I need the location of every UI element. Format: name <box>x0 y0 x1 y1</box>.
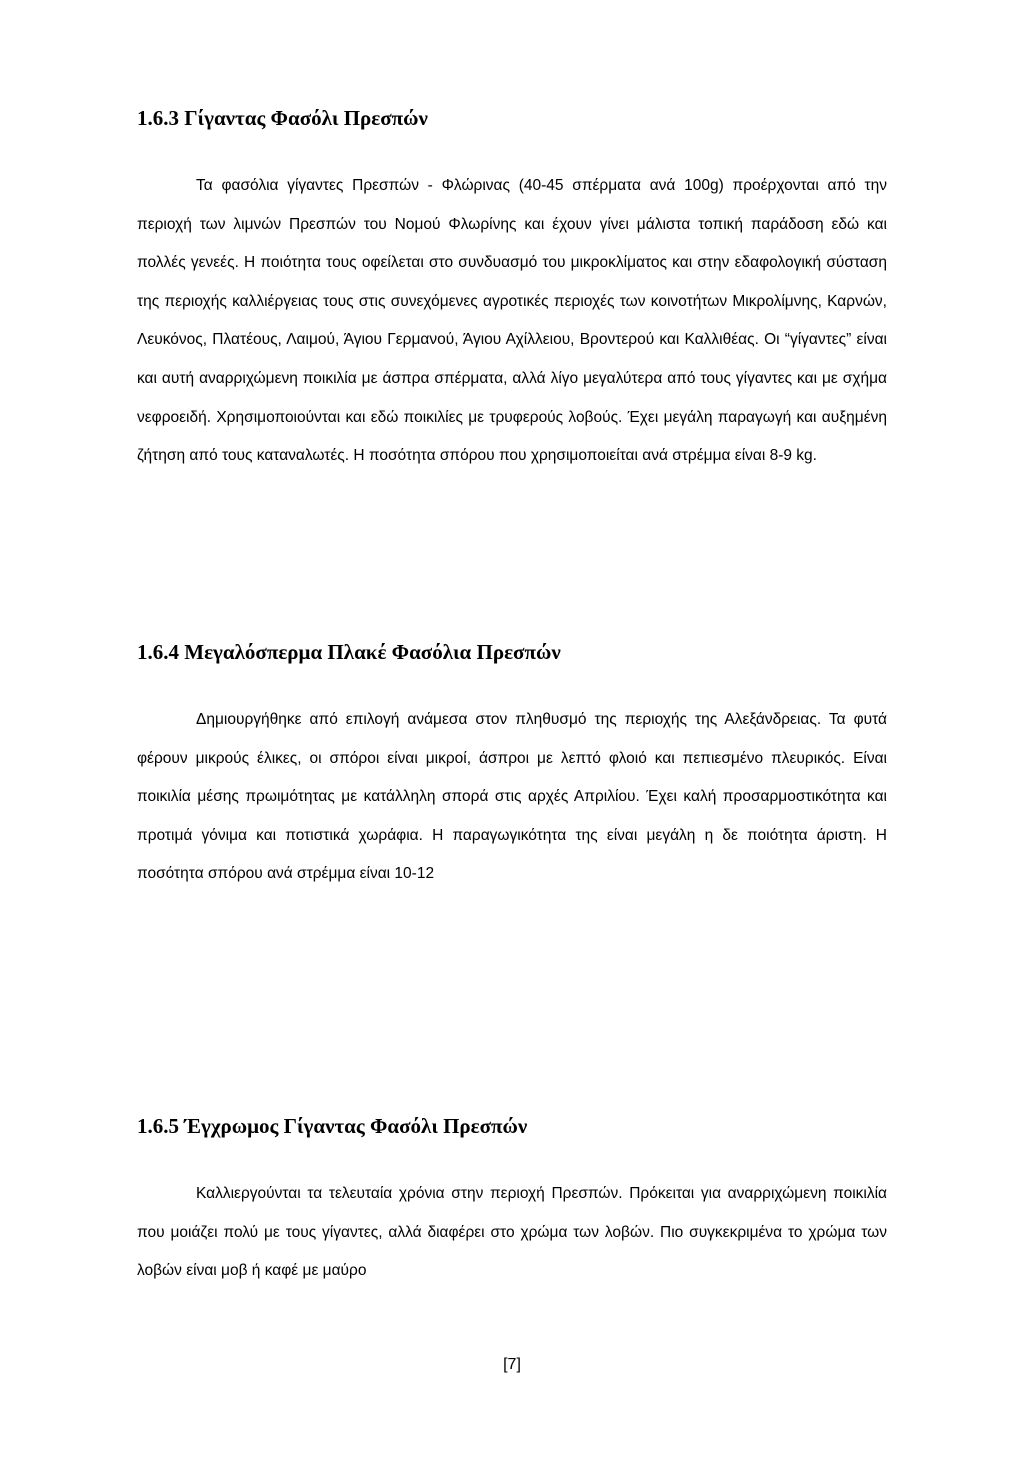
section-heading: 1.6.5 Έγχρωμος Γίγαντας Φασόλι Πρεσπών <box>137 1114 528 1138</box>
section-1-6-5 <box>137 1114 887 1291</box>
section-paragraph: Καλλιεργούνται τα τελευταία χρόνια στην περιοχή Πρεσπών. Πρόκειται για αναρριχώμενη ποικιλία που μοιάζει πολύ με τους γίγαντες, αλλά διαφέρει στο χρώμα των λοβών. Πιο συγκεκριμένα το χρώμα των λοβών είναι μοβ ή καφέ με μαύρο <box>137 1185 887 1280</box>
section-heading: 1.6.3 Γίγαντας Φασόλι Πρεσπών <box>137 106 428 130</box>
page-number: [7] <box>503 1356 521 1373</box>
section-heading: 1.6.4 Μεγαλόσπερμα Πλακέ Φασόλια Πρεσπών <box>137 640 561 664</box>
section-paragraph: Δημιουργήθηκε από επιλογή ανάμεσα στον πληθυσμό της περιοχής της Αλεξάνδρειας. Τα φυτά φέρουν μικρούς έλικες, οι σπόροι είναι μικροί, άσπροι με λεπτό φλοιό και πεπιεσμένο πλευρικός. Είναι ποικιλία μέσης πρωιμότητας με κατάλληλη σπορά στις αρχές Απριλίου. Έχει καλή προσαρμοστικότητα και προτιμά γόνιμα και ποτιστικά χωράφια. Η παραγωγικότητα της είναι μεγάλη η δε ποιότητα άριστη. Η ποσότητα σπόρου ανά στρέμμα είναι 10-12 <box>137 711 887 883</box>
section-1-6-4 <box>137 640 887 894</box>
section-1-6-3 <box>137 106 887 476</box>
section-paragraph: Τα φασόλια γίγαντες Πρεσπών - Φλώρινας (40-45 σπέρματα ανά 100g) προέρχονται από την περιοχή των λιμνών Πρεσπών του Νομού Φλωρίνης και έχουν γίνει μάλιστα τοπική παράδοση εδώ και πολλές γενεές. Η ποιότητα τους οφείλεται στο συνδυασμό του μικροκλίματος και στην εδαφολογική σύσταση της περιοχής καλλιέργειας τους στις συνεχόμενες αγροτικές περιοχές των κοινοτήτων Μικρολίμνης, Καρνών, Λευκόνος, Πλατέους, Λαιμού, Άγιου Γερμανού, Άγιου Αχίλλειου, Βροντερού και Καλλιθέας. Οι “γίγαντες” είναι και αυτή αναρριχώμενη ποικιλία με άσπρα σπέρματα, αλλά λίγο μεγαλύτερα από τους γίγαντες και με σχήμα νεφροειδή. Χρησιμοποιούνται και εδώ ποικιλίες με τρυφερούς λοβούς. Έχει μεγάλη παραγωγή και αυξημένη ζήτηση από τους καταναλωτές. Η ποσότητα σπόρου που χρησιμοποιείται ανά στρέμμα είναι 8-9 kg. <box>137 177 887 465</box>
